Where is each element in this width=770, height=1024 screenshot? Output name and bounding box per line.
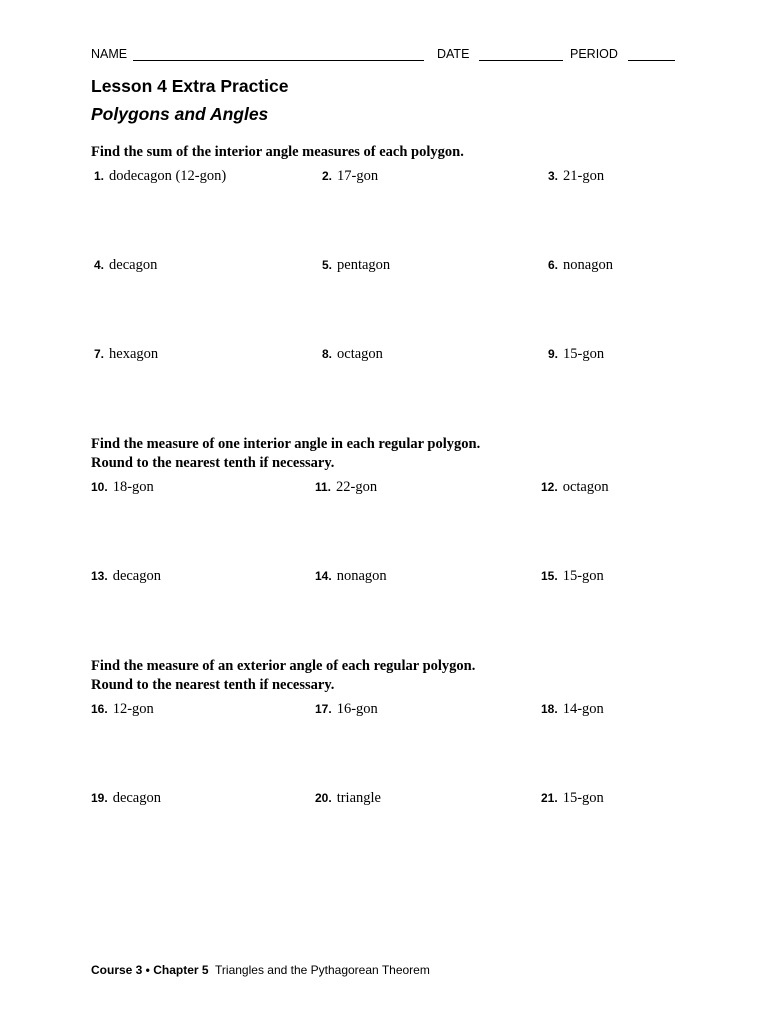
footer-chapter-title: Triangles and the Pythagorean Theorem [215,963,430,977]
problem-item [91,701,154,718]
problem-number: 13. [91,569,108,583]
name-blank-line[interactable] [133,60,424,61]
problem-item [94,168,226,185]
instruction-line: Find the measure of one interior angle in each regular polygon. [91,436,481,452]
problem-number: 21. [541,791,558,805]
problem-text: 15-gon [563,346,605,362]
date-label: DATE [437,47,470,61]
problem-text: nonagon [563,257,613,273]
problem-item [322,168,378,185]
period-label: PERIOD [570,47,618,61]
instruction-line: Find the sum of the interior angle measures of each polygon. [91,144,464,160]
problem-text: triangle [336,790,381,806]
problem-number: 8. [322,347,333,361]
problem-item [548,257,613,274]
instruction-line: Round to the nearest tenth if necessary. [91,455,335,471]
problem-text: 12-gon [112,701,154,717]
problem-item [315,701,378,718]
problem-text: hexagon [109,346,159,362]
problem-text: 16-gon [336,701,378,717]
problem-item [94,346,158,363]
problem-text: dodecagon (12-gon) [109,168,227,184]
problem-item [541,568,604,585]
problem-number: 1. [94,169,105,183]
problem-number: 15. [541,569,558,583]
problem-number: 6. [548,258,559,272]
problem-number: 4. [94,258,105,272]
problem-number: 9. [548,347,559,361]
name-label: NAME [91,47,128,61]
problem-text: 15-gon [562,790,604,806]
date-blank-line[interactable] [479,60,563,61]
problem-number: 10. [91,480,108,494]
problem-number: 14. [315,569,332,583]
problem-item [322,257,390,274]
section-1-instructions [91,143,464,162]
problem-number: 12. [541,480,558,494]
problem-text: decagon [112,790,161,806]
problem-number: 2. [322,169,333,183]
problem-item [94,257,157,274]
problem-text: 15-gon [562,568,604,584]
page-title: Lesson 4 Extra Practice [91,76,289,96]
problem-item [315,479,377,496]
problem-item [91,568,161,585]
problem-item [541,701,604,718]
problem-item [315,568,387,585]
problem-item [548,346,604,363]
problem-item [91,479,154,496]
problem-number: 19. [91,791,108,805]
section-2-instructions [91,435,480,473]
problem-number: 18. [541,702,558,716]
problem-number: 20. [315,791,332,805]
problem-text: decagon [109,257,158,273]
page-footer [91,963,430,977]
section-3-instructions [91,657,475,695]
problem-text: octagon [562,479,609,495]
problem-item [541,479,609,496]
problem-text: 22-gon [336,479,378,495]
problem-item [315,790,381,807]
problem-item [548,168,604,185]
problem-number: 17. [315,702,332,716]
problem-text: nonagon [336,568,387,584]
problem-item [541,790,604,807]
problem-item [322,346,383,363]
problem-text: 17-gon [337,168,379,184]
problem-text: 14-gon [562,701,604,717]
problem-text: 18-gon [112,479,154,495]
instruction-line: Find the measure of an exterior angle of each regular polygon. [91,658,476,674]
instruction-line: Round to the nearest tenth if necessary. [91,677,335,693]
period-blank-line[interactable] [628,60,675,61]
problem-item [91,790,161,807]
problem-number: 16. [91,702,108,716]
problem-number: 7. [94,347,105,361]
page-subtitle: Polygons and Angles [91,104,269,124]
footer-course: Course 3 • Chapter 5 [91,963,209,977]
problem-number: 3. [548,169,559,183]
problem-number: 11. [315,480,332,494]
problem-text: decagon [112,568,161,584]
problem-number: 5. [322,258,333,272]
problem-text: octagon [337,346,383,362]
student-info-header [91,45,676,65]
problem-text: pentagon [337,257,391,273]
problem-text: 21-gon [563,168,605,184]
